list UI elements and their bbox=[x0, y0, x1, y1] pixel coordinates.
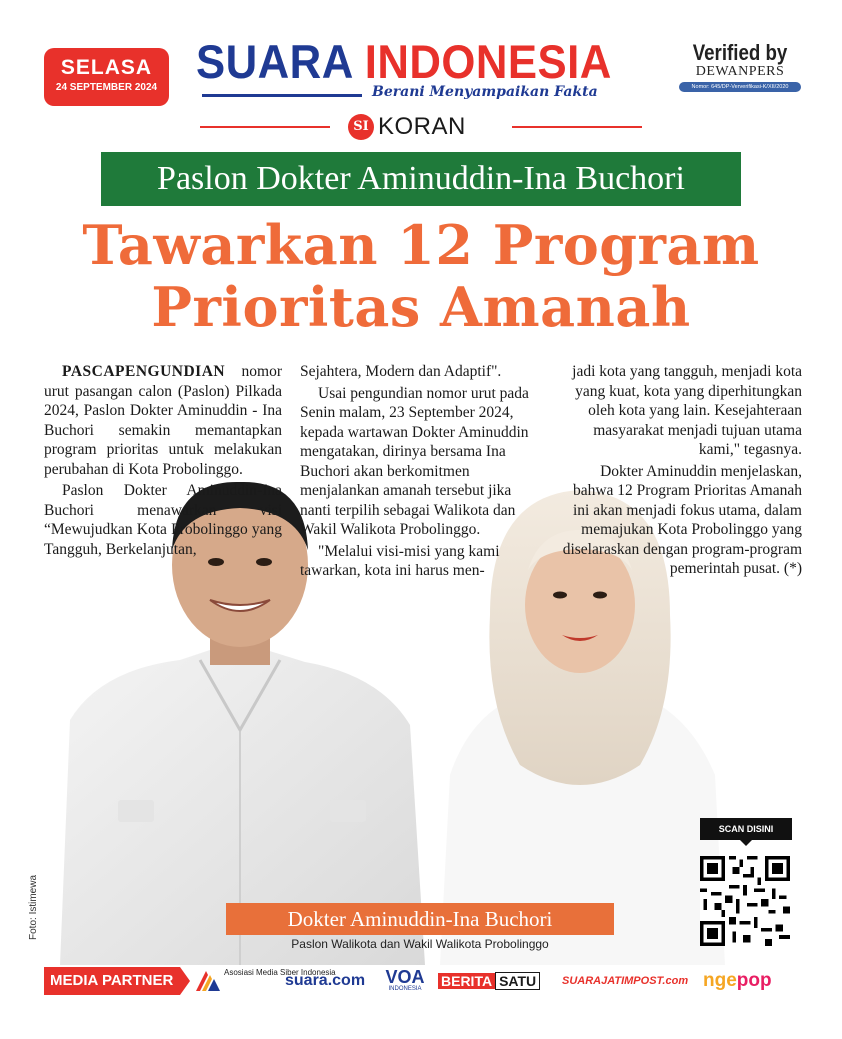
partner-amsi-text: Asosiasi Media Siber Indonesia bbox=[224, 968, 336, 977]
article-column-3 bbox=[556, 362, 802, 581]
paragraph-3: Sejahtera, Modern dan Adaptif". bbox=[300, 363, 502, 380]
caption-name: Dokter Aminuddin-Ina Buchori bbox=[226, 903, 614, 935]
amsi-logo-icon bbox=[194, 967, 222, 993]
partner-logo-suarajatimpost[interactable]: SUARAJATIMPOST.com bbox=[562, 975, 689, 987]
paragraph-1-text: nomor urut pasangan calon (Paslon) Pilkada 2024, Paslon Dokter Aminuddin - Ina Buchori semakin memantapkan program prioritas untuk melakukan perubahan di Kota Probolinggo. bbox=[44, 363, 282, 478]
headline-line-1: Tawarkan 12 Program bbox=[82, 213, 760, 277]
paragraph-5: "Melalui visi-misi yang kami tawarkan, kota ini harus men- bbox=[300, 542, 500, 579]
masthead-rule bbox=[202, 94, 362, 97]
qr-code[interactable] bbox=[700, 856, 790, 946]
partner-nge-text: nge bbox=[703, 970, 737, 991]
partner-satu-text: SATU bbox=[495, 972, 540, 990]
section-rule-left bbox=[200, 126, 330, 128]
caption-subtitle: Paslon Walikota dan Wakil Walikota Probolinggo bbox=[291, 937, 549, 951]
paragraph-6: jadi kota yang tangguh, menjadi kota yang kuat, kota yang diperhitungkan oleh kota yang lain. Kesejahteraan masyarakat menjadi tujuan utama kami," tegasnya. bbox=[572, 363, 802, 458]
si-logo: SI bbox=[348, 114, 374, 140]
media-partner-label: MEDIA PARTNER bbox=[44, 967, 180, 995]
headline bbox=[20, 214, 822, 338]
headline-line-2: Prioritas Amanah bbox=[151, 275, 691, 339]
date-label: 24 SEPTEMBER 2024 bbox=[55, 82, 158, 93]
partner-pop-text: pop bbox=[736, 970, 772, 991]
paragraph-7: Dokter Aminuddin menjelaskan, bahwa 12 Program Prioritas Amanah ini akan menjadi fokus utama, dalam memajukan Kota Probolinggo yang diselaraskan dengan program-program pemerintah pusat. (*) bbox=[562, 462, 802, 577]
date-badge bbox=[44, 48, 169, 106]
brand-name-part2: INDONESIA bbox=[364, 35, 612, 88]
section-label: KORAN bbox=[378, 113, 466, 140]
kicker-banner: Paslon Dokter Aminuddin-Ina Buchori bbox=[101, 152, 741, 206]
partner-voa-subtext: INDONESIA bbox=[388, 986, 422, 992]
section-rule-right bbox=[512, 126, 642, 128]
scan-label: SCAN DISINI bbox=[700, 818, 792, 840]
partner-logo-suara[interactable]: suara.com bbox=[285, 972, 366, 989]
brand-name bbox=[196, 34, 616, 90]
paragraph-1 bbox=[44, 362, 282, 479]
partner-logo-beritasatu[interactable] bbox=[438, 971, 540, 991]
paragraph-4: Usai pengundian nomor urut pada Senin malam, 23 September 2024, kepada wartawan Dokter Aminuddin mengatakan, dirinya bersama Ina Buchori akan berkomitmen menjalankan amanah tersebut jika nanti terpilih sebagai Walikota dan Wakil Walikota Probolinggo. bbox=[300, 384, 529, 538]
verified-number: Nomor: 645/DP-Ververifikasi-K/XII/2020 bbox=[679, 82, 801, 92]
day-label: SELASA bbox=[60, 56, 153, 79]
section-row bbox=[200, 114, 642, 140]
partner-berita-text: BERITA bbox=[438, 973, 495, 989]
partner-voa-text: VOA bbox=[385, 967, 425, 987]
article-column-2 bbox=[300, 362, 545, 583]
lead-word: PASCAPENGUNDIAN bbox=[62, 363, 226, 380]
verified-badge bbox=[678, 40, 802, 92]
photo-credit: Foto: Istimewa bbox=[28, 874, 39, 940]
verified-org: DEWANPERS bbox=[695, 64, 785, 79]
verified-title: Verified by bbox=[692, 40, 788, 65]
article-column-1 bbox=[44, 362, 282, 561]
tagline: Berani Menyampaikan Fakta bbox=[372, 84, 598, 100]
paragraph-2: Paslon Dokter Aminuddin-Ina Buchori menawarkan visi “Mewujudkan Kota Probolinggo yang Tangguh, Berkelanjutan, bbox=[44, 482, 282, 558]
partner-logo-ngepop[interactable] bbox=[703, 967, 772, 995]
brand-name-part1: SUARA bbox=[196, 35, 353, 88]
partner-logo-voa[interactable] bbox=[384, 967, 426, 995]
